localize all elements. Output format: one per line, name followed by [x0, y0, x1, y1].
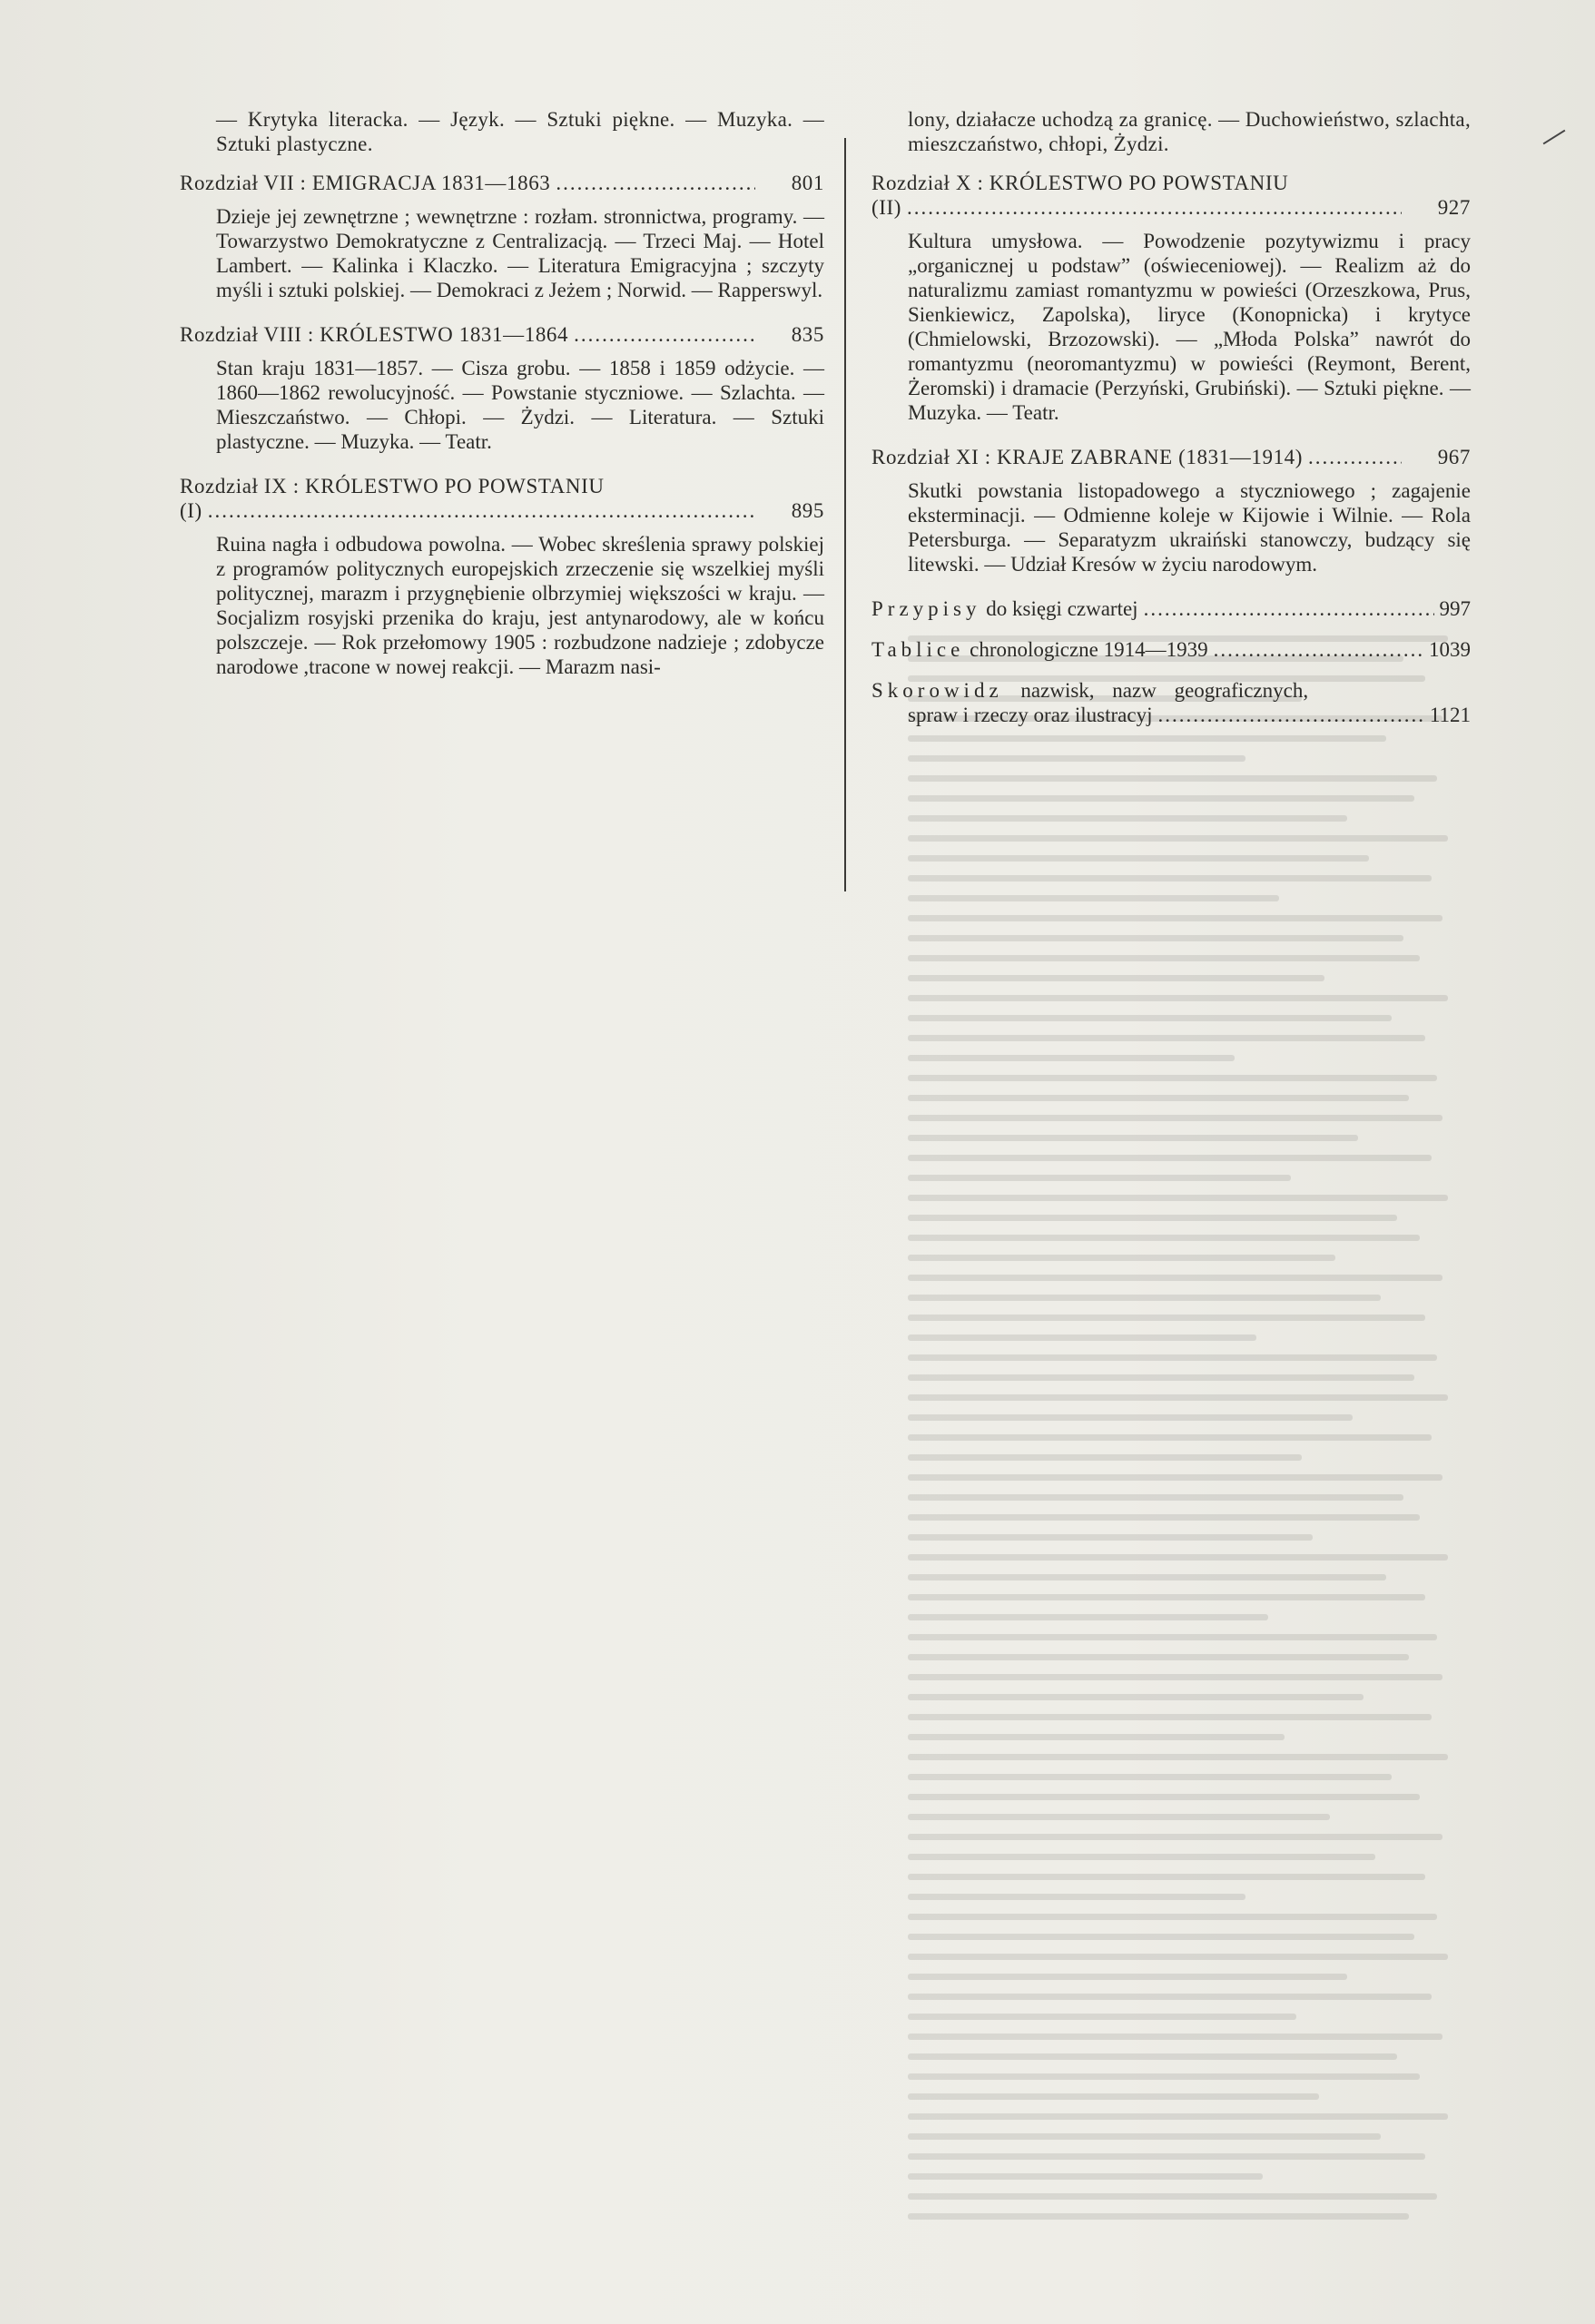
- page-number: 835: [791, 323, 824, 346]
- page-number: 927: [1437, 196, 1471, 219]
- leader-dots: [208, 498, 755, 523]
- toc-entry-index[interactable]: [871, 678, 1471, 727]
- chapter-title: Rozdział XI : KRAJE ZABRANE (1831—1914): [871, 446, 1304, 468]
- leader-dots: [1214, 637, 1423, 662]
- leader-dots: [1308, 445, 1402, 469]
- toc-entry-chronology[interactable]: [871, 637, 1471, 662]
- page-number: 895: [791, 499, 824, 522]
- page-number: 801: [791, 172, 824, 194]
- entry-keyword: Skorowidz: [871, 679, 1003, 702]
- chapter-description: Kultura umysłowa. — Powodzenie pozytywizmu i pracy „organicznej u podstaw” (oświeceniowej). — Realizm aż do naturalizmu zamiast romantyzmu w powieści (Orzeszkowa, Prus, Sienkiewicz, Zapolska), liryce (Konopnicka) i krytyce (Chmielowski, Brzozowski). — „Młoda Polska” nawrót do romantyzmu (neoromantyzmu) w powieści (Reymont, Berent, Żeromski) i dramacie (Perzyński, Grubiński). — Sztuki piękne. — Muzyka. — Teatr.: [908, 230, 1471, 424]
- chapter-title: Rozdział X : KRÓLESTWO PO POWSTANIU: [871, 172, 1289, 194]
- chapter-description: Dzieje jej zewnętrzne ; wewnętrzne : rozłam. stronnictwa, programy. — Towarzystwo Demokratyczne z Centralizacją. — Trzeci Maj. — Hotel Lambert. — Kalinka i Klaczko. — Literatura Emigracyjna ; szczyty myśli i sztuki polskiej. — Demokraci z Jeżem ; Norwid. — Rapperswyl.: [216, 205, 824, 301]
- toc-entry-chapter-9[interactable]: [180, 474, 824, 679]
- column-divider: [844, 138, 846, 891]
- page-number: 1039: [1429, 638, 1471, 661]
- entry-keyword: Tablice: [871, 638, 965, 661]
- leader-dots: [907, 195, 1402, 220]
- chapter-description: Stan kraju 1831—1857. — Cisza grobu. — 1858 i 1859 odżycie. — 1860—1862 rewolucyjność. — Powstanie styczniowe. — Szlachta. — Mieszczaństwo. — Chłopi. — Żydzi. — Literatura. — Sztuki plastyczne. — Muzyka. — Teatr.: [216, 357, 824, 453]
- entry-label: chronologiczne 1914—1939: [964, 638, 1208, 661]
- right-intro-text: lony, działacze uchodzą za granicę. — Duchowieństwo, szlachta, mieszczaństwo, chłopi, Żydzi.: [908, 108, 1471, 155]
- right-column: [871, 107, 1471, 727]
- left-column: [180, 107, 824, 679]
- toc-entry-chapter-7[interactable]: [180, 171, 824, 302]
- left-intro-text: — Krytyka literacka. — Język. — Sztuki piękne. — Muzyka. — Sztuki plastyczne.: [216, 108, 824, 155]
- toc-entry-footnotes[interactable]: [871, 596, 1471, 621]
- chapter-title-cont: (I): [180, 499, 202, 522]
- chapter-title: Rozdział VII : EMIGRACJA 1831—1863: [180, 172, 551, 194]
- entry-keyword: Przypisy: [871, 597, 981, 620]
- chapter-description: Ruina nagła i odbudowa powolna. — Wobec skreślenia sprawy polskiej z programów politycznych europejskich zrzeczenie się wszelkiej myśli politycznej, marazm i przygnębienie olbrzymiej większości w kraju. — Socjalizm rosyjski przenika do kraju, jest antynarodowy, ale w końcu polszczeje. — Rok przełomowy 1905 : rozbudzone nadzieje ; zdobycze narodowe ,tracone w nowej reakcji. — Marazm nasi-: [216, 533, 824, 678]
- chapter-description: Skutki powstania listopadowego a styczniowego ; zagajenie eksterminacji. — Odmienne koleje w Kijowie i Wilnie. — Rola Petersburga. — Separatyzm ukraiński stanowczy, budzący się litewski. — Udział Kresów w życiu narodowym.: [908, 479, 1471, 576]
- toc-entry-chapter-8[interactable]: [180, 322, 824, 454]
- toc-entry-chapter-11[interactable]: [871, 445, 1471, 576]
- entry-label: do księgi czwartej: [980, 597, 1138, 620]
- leader-dots: [556, 171, 755, 195]
- leader-dots: [1144, 596, 1434, 621]
- toc-entry-chapter-10[interactable]: [871, 171, 1471, 425]
- chapter-title-cont: (II): [871, 196, 902, 219]
- leader-dots: [1157, 703, 1423, 727]
- chapter-title: Rozdział IX : KRÓLESTWO PO POWSTANIU: [180, 475, 605, 497]
- page-number: 1121: [1429, 704, 1471, 726]
- entry-label: nazwisk, nazw geograficznych,: [1002, 679, 1309, 702]
- page-number: 997: [1439, 597, 1471, 620]
- page-number: 967: [1437, 446, 1471, 468]
- show-through-text: [908, 635, 1471, 2052]
- entry-label-cont: spraw i rzeczy oraz ilustracyj: [908, 704, 1153, 726]
- chapter-title: Rozdział VIII : KRÓLESTWO 1831—1864: [180, 323, 569, 346]
- leader-dots: [574, 322, 755, 347]
